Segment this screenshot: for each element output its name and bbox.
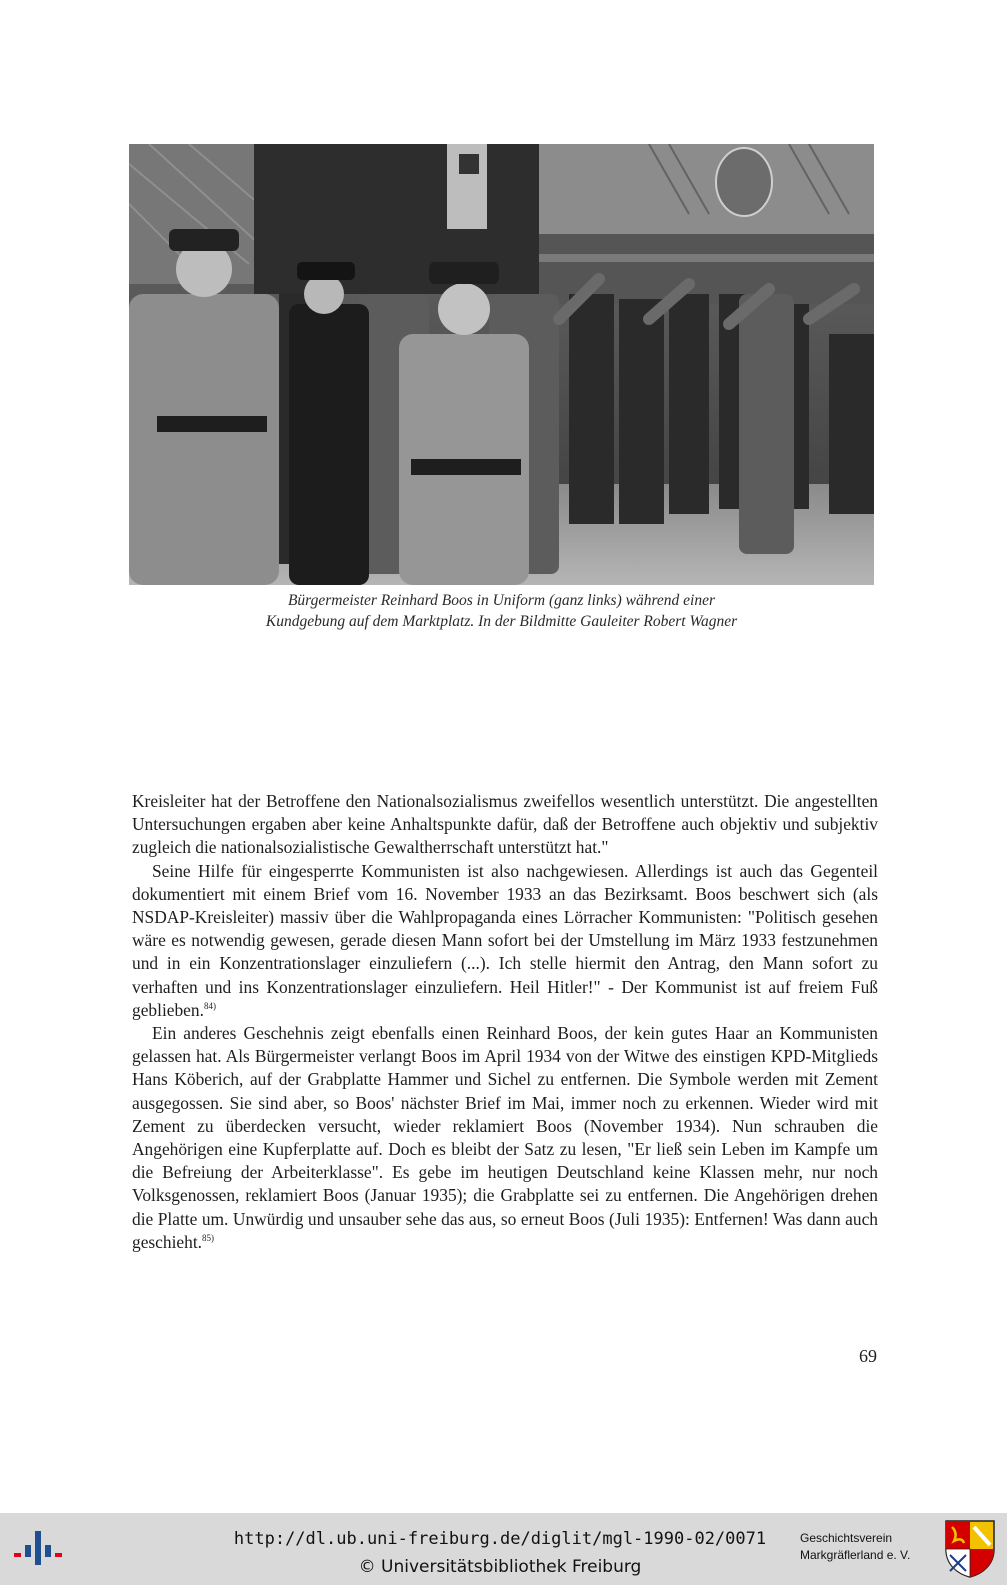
- footnote-marker-85: 85): [202, 1233, 215, 1244]
- paragraph-1-text: Kreisleiter hat der Betroffene den Nationalsozialismus zweifellos wesentlich unterstützt. Die angestellten Untersuchungen ergaben aber keine Anhaltspunkte dafür, daß der Betroffene auch objektiv und subjektiv zugleich die nationalsozialistische Gewaltherrschaft unterstützt hat.": [132, 791, 878, 858]
- paragraph-3-text: Ein anderes Geschehnis zeigt ebenfalls einen Reinhard Boos, der kein gutes Haar an Kommunisten gelassen hat. Als Bürgermeister verlangt Boos im April 1934 von der Witwe des einstigen KPD-Mitglieds Hans Köberich, auf der Grabplatte Hammer und Sichel zu entfernen. Die Symbole werden mit Zement ausgegossen. Sie sind aber, so Boos' nächster Brief im Mai, immer noch zu erkennen. Wieder wird mit Zement zu überdecken versucht, wieder reklamiert Boos (November 1934). Nun schrauben die Angehörigen eine Kupferplatte auf. Doch es bleibt der Satz zu lesen, "Er ließ sein Leben im Kampfe um die Befreiung der Arbeiterklasse". Es gebe im heutigen Deutschland keine Klassen mehr, nur noch Volksgenossen, reklamiert Boos (Januar 1935); die Grabplatte sei zu entfernen. Die Angehörigen drehen die Platte um. Unwürdig und unsauber sehe das aus, so erneut Boos (Juli 1935): Entfernen! Was dann auch geschieht.: [132, 1023, 878, 1252]
- historical-photograph: [129, 144, 874, 585]
- society-name[interactable]: [800, 1530, 936, 1564]
- footnote-marker-84: 84): [203, 1001, 216, 1012]
- ub-freiburg-logo-icon[interactable]: [14, 1529, 62, 1569]
- caption-line-2: Kundgebung auf dem Marktplatz. In der Bildmitte Gauleiter Robert Wagner: [265, 613, 738, 630]
- photo-illustration: [129, 144, 874, 585]
- society-line-2: Markgräflerland e. V.: [800, 1548, 911, 1562]
- page-number: 69: [859, 1346, 877, 1366]
- paragraph-3: [132, 1022, 878, 1254]
- footer-url-link[interactable]: http://dl.ub.uni-freiburg.de/diglit/mgl-1990-02/0071: [233, 1529, 767, 1549]
- coat-of-arms-icon[interactable]: [944, 1519, 996, 1579]
- footer-copyright: © Universitätsbibliothek Freiburg: [358, 1557, 642, 1577]
- caption-line-1: Bürgermeister Reinhard Boos in Uniform (ganz links) während einer: [287, 592, 716, 609]
- footer-bar: [0, 1513, 1007, 1585]
- figure-caption: [129, 590, 874, 632]
- paragraph-2-text: Seine Hilfe für eingesperrte Kommunisten ist also nachgewiesen. Allerdings ist auch das Gegenteil dokumentiert mit einem Brief vom 16. November 1933 an das Bezirksamt. Boos beschwert sich (als NSDAP-Kreisleiter) massiv über die Wahlpropaganda eines Lörracher Kommunisten: "Politisch gesehen wäre es notwendig gewesen, gerade diesen Mann sofort bei der Umstellung im März 1933 festzunehmen und in ein Konzentrationslager einzuliefern (...). Ich stelle hiermit den Antrag, den Mann sofort zu verhaften und ins Konzentrationslager einzuliefern. Heil Hitler!" - Der Kommunist ist auf freiem Fuß geblieben.: [132, 860, 878, 1020]
- paragraph-2: [132, 860, 878, 1022]
- society-line-1: Geschichtsverein: [800, 1531, 893, 1545]
- paragraph-1: [132, 790, 878, 860]
- body-text: [132, 790, 878, 1254]
